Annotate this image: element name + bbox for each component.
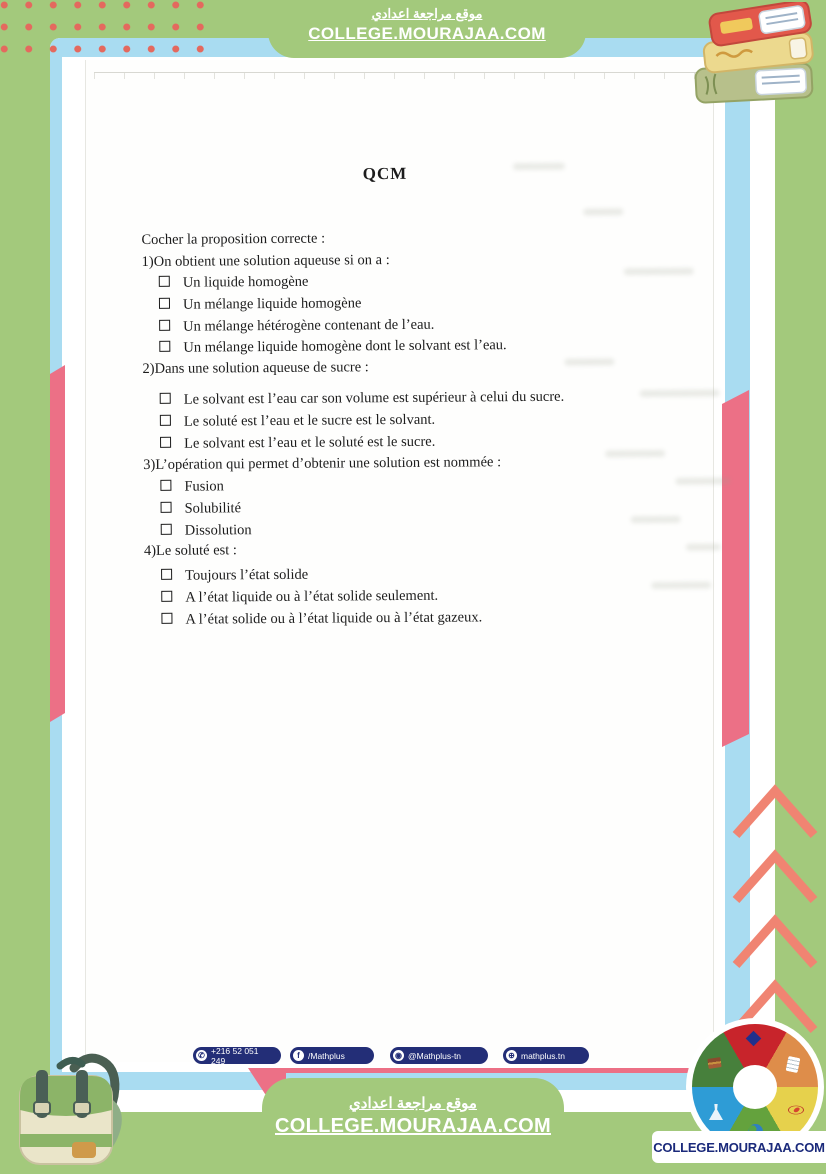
footer-site-name-arabic: موقع مراجعة اعدادي	[349, 1095, 477, 1112]
globe-icon: ⊕	[506, 1050, 517, 1061]
scan-smudge	[631, 516, 681, 523]
pink-ribbon-left	[50, 365, 65, 722]
scan-smudge	[675, 477, 730, 484]
checkbox-icon	[160, 480, 171, 491]
logo-center	[733, 1065, 777, 1109]
checkbox-icon	[160, 393, 171, 404]
checkbox-icon	[161, 613, 172, 624]
books-icon	[694, 2, 826, 108]
notepad-icon	[786, 1056, 801, 1073]
scan-smudge	[651, 582, 711, 589]
document-title: QCM	[362, 163, 408, 184]
document-intro: Cocher la proposition correcte :	[141, 230, 326, 249]
question-3-option: Solubilité	[161, 500, 242, 518]
question-1-option: Un mélange hétérogène contenant de l’eau.	[159, 317, 434, 336]
facebook-badge[interactable]	[290, 1047, 374, 1064]
checkbox-icon	[161, 569, 172, 580]
checkbox-icon	[161, 502, 172, 513]
backpack-icon	[12, 1050, 140, 1169]
question-1-prompt: 1)On obtient une solution aqueuse si on a :	[141, 252, 390, 271]
chevron-arrows-decoration	[728, 778, 820, 1044]
books-stack-illustration	[694, 2, 826, 108]
whatsapp-badge[interactable]	[193, 1047, 281, 1064]
checkbox-icon	[159, 320, 170, 331]
pink-ribbon-bottom	[255, 1068, 705, 1073]
scan-smudge	[605, 450, 665, 457]
facebook-icon: f	[293, 1050, 304, 1061]
whatsapp-icon: ✆	[196, 1050, 207, 1061]
question-1-option: Un mélange liquide homogène dont le solvant est l’eau.	[159, 337, 506, 357]
atom-icon	[785, 1104, 806, 1116]
scan-smudge	[513, 163, 565, 170]
backpack-illustration	[12, 1050, 140, 1169]
checkbox-icon	[159, 276, 170, 287]
checkbox-icon	[159, 341, 170, 352]
whatsapp-number: +216 52 051 249	[211, 1045, 259, 1066]
question-3-option: Fusion	[160, 478, 224, 495]
graduation-cap-icon	[746, 1031, 762, 1047]
dots-pattern-decoration	[0, 0, 210, 56]
flask-icon	[709, 1104, 723, 1120]
question-1-option: Un mélange liquide homogène	[159, 295, 362, 314]
checkbox-icon	[160, 437, 171, 448]
scan-smudge	[624, 268, 694, 276]
scanned-document-page	[85, 60, 714, 1062]
checkbox-icon	[160, 415, 171, 426]
question-1-option: Un liquide homogène	[159, 274, 309, 292]
instagram-icon: ◉	[393, 1050, 404, 1061]
scan-smudge	[564, 358, 614, 365]
header-site-name-arabic: موقع مراجعة اعدادي	[371, 6, 483, 21]
scan-smudge	[583, 208, 623, 215]
scan-smudge	[640, 389, 720, 397]
header-site-domain-link[interactable]: COLLEGE.MOURAJAA.COM	[308, 24, 546, 43]
question-2-option: Le soluté est l’eau et le sucre est le solvant.	[160, 412, 435, 431]
question-2-option: Le solvant est l’eau car son volume est supérieur à celui du sucre.	[160, 389, 565, 409]
question-2-prompt: 2)Dans une solution aqueuse de sucre :	[142, 359, 369, 378]
instagram-handle: @Mathplus-tn	[408, 1050, 462, 1061]
checkbox-icon	[161, 524, 172, 535]
question-3-prompt: 3)L’opération qui permet d’obtenir une solution est nommée :	[143, 454, 502, 474]
question-4-option: A l’état liquide ou à l’état solide seulement.	[161, 588, 438, 607]
question-4-option: A l’état solide ou à l’état liquide ou à l’état gazeux.	[161, 609, 482, 629]
facebook-handle: /Mathplus	[308, 1050, 345, 1061]
question-2-option: Le solvant est l’eau et le soluté est le sucre.	[160, 434, 435, 453]
website-url: mathplus.tn	[521, 1050, 565, 1061]
books-icon	[707, 1057, 721, 1069]
footer-banner	[262, 1078, 564, 1169]
logo-caption-strip	[652, 1131, 826, 1163]
checkbox-icon	[159, 298, 170, 309]
instagram-badge[interactable]	[390, 1047, 488, 1064]
checkbox-icon	[161, 591, 172, 602]
chevron-up-icon	[728, 778, 820, 1044]
pink-ribbon-right	[722, 390, 749, 747]
header-banner	[268, 0, 586, 58]
scan-smudge	[686, 543, 721, 550]
logo-caption-text: COLLEGE.MOURAJAA.COM	[653, 1139, 825, 1155]
question-3-option: Dissolution	[161, 522, 252, 540]
website-badge[interactable]	[503, 1047, 589, 1064]
question-4-option: Toujours l’état solide	[161, 567, 308, 585]
question-4-prompt: 4)Le soluté est :	[143, 542, 238, 560]
qcm-document	[82, 58, 717, 1065]
footer-site-domain-link[interactable]: COLLEGE.MOURAJAA.COM	[275, 1115, 551, 1137]
